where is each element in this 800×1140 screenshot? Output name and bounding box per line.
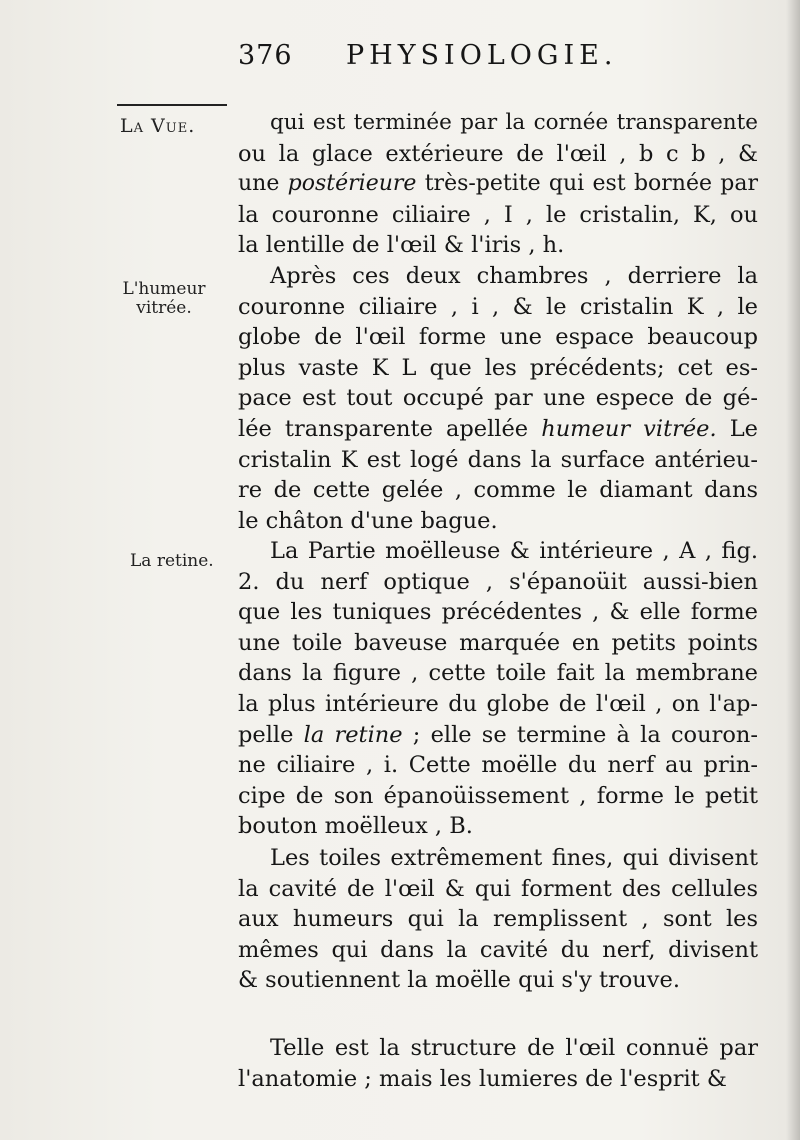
page-number: 376	[238, 40, 293, 71]
text-line: Après ces deux chambres , derriere la	[270, 263, 758, 289]
text-line: bouton moëlleux , B.	[238, 813, 473, 840]
text-line: que les tuniques précédentes , & elle forme	[238, 599, 758, 626]
text-line: la cavité de l'œil & qui forment des cellules	[238, 875, 758, 902]
text-line: re de cette gelée , comme le diamant dans	[238, 477, 758, 504]
paragraph-2	[238, 261, 758, 536]
text-line: pace est tout occupé par une espece de gé-	[238, 385, 758, 412]
page-header	[238, 40, 758, 80]
text-line: La Partie moëlleuse & intérieure , A , fig.	[270, 538, 758, 564]
paragraph-4	[238, 843, 758, 996]
text-line: lée transparente apellée humeur vitrée. Le	[238, 415, 758, 442]
text-line: qui est terminée par la cornée transparente	[270, 110, 758, 135]
paragraph-1	[238, 108, 758, 261]
text-line: couronne ciliaire , i , & le cristalin K , le	[238, 293, 758, 320]
margin-note-la-vue: La Vue.	[120, 115, 196, 137]
italic-term: humeur vitrée.	[541, 415, 717, 442]
text-line: globe de l'œil forme une espace beaucoup	[238, 324, 758, 351]
text-line: une toile baveuse marquée en petits points	[238, 629, 758, 656]
text-line: une postérieure très-petite qui est bornée par	[238, 171, 758, 197]
margin-note-humeur-vitree: L'humeur vitrée.	[122, 279, 206, 318]
text-line: aux humeurs qui la remplissent , sont les	[238, 906, 758, 933]
text-line: la plus intérieure du globe de l'œil , on l'ap-	[238, 690, 758, 717]
paragraph-5	[238, 1033, 758, 1094]
text-line: 2. du nerf optique , s'épanoüit aussi-bien	[238, 568, 758, 595]
text-line: & soutiennent la moëlle qui s'y trouve.	[238, 967, 680, 994]
text-line: l'anatomie ; mais les lumieres de l'esprit &	[238, 1065, 727, 1092]
italic-term: la retine	[303, 721, 403, 748]
paragraph-3	[238, 536, 758, 842]
text-line: ne ciliaire , i. Cette moëlle du nerf au prin-	[238, 752, 758, 779]
text-line: cristalin K est logé dans la surface antérieu-	[238, 446, 758, 473]
text-line: la couronne ciliaire , I , le cristalin, K, ou	[238, 201, 758, 228]
text-line: la lentille de l'œil & l'iris , h.	[238, 232, 565, 259]
page-edge-shadow	[786, 0, 800, 1140]
text-line: cipe de son épanoüissement , forme le petit	[238, 782, 758, 809]
text-line: Telle est la structure de l'œil connuë par	[270, 1035, 758, 1061]
text-line: plus vaste K L que les précédents; cet es-	[238, 354, 758, 381]
text-line: mêmes qui dans la cavité du nerf, divisent	[238, 936, 758, 963]
margin-note-la-retine: La retine.	[130, 551, 214, 571]
italic-term: postérieure	[287, 171, 417, 197]
text-line: ou la glace extérieure de l'œil , b c b , &	[238, 140, 758, 167]
running-title: PHYSIOLOGIE.	[346, 40, 618, 71]
text-line: pelle la retine ; elle se termine à la couron-	[238, 721, 758, 748]
margin-rule	[117, 104, 227, 106]
text-line: Les toiles extrêmement fines, qui divisent	[270, 845, 758, 871]
text-line: dans la figure , cette toile fait la membrane	[238, 660, 758, 687]
text-line: le châton d'une bague.	[238, 507, 498, 534]
